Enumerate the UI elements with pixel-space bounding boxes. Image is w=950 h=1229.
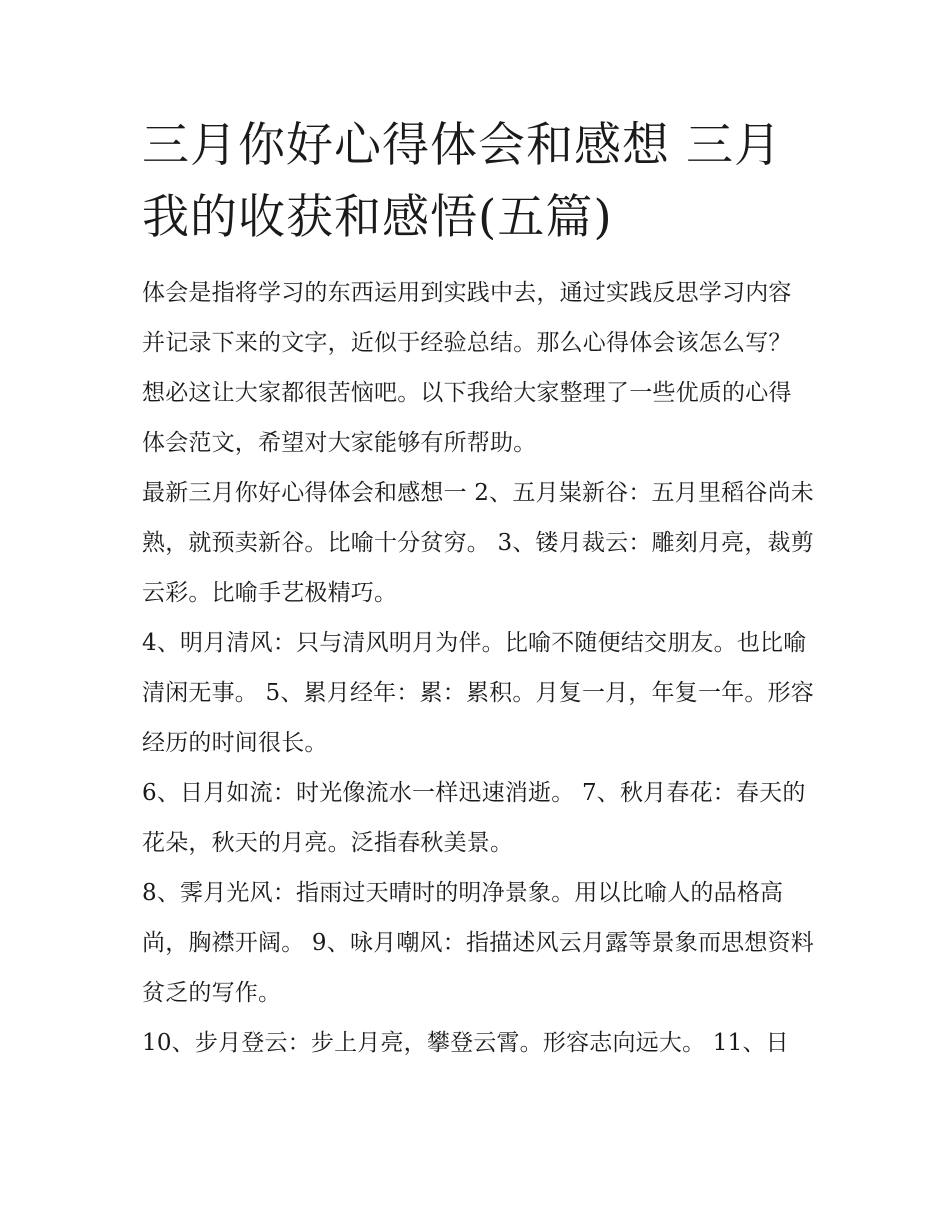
body-paragraph: 8、霁月光风：指雨过天晴时的明净景象。用以比喻人的品格高尚，胸襟开阔。 9、咏月嘲风：指描述风云月露等景象而思想资料贫乏的写作。 — [142, 880, 814, 1006]
document-title: 三月你好心得体会和感想 三月我的收获和感悟(五篇) — [142, 118, 782, 245]
body-paragraph: 10、步月登云：步上月亮，攀登云霄。形容志向远大。 11、日 — [142, 1030, 789, 1056]
body-paragraph: 最新三月你好心得体会和感想一 2、五月粜新谷：五月里稻谷尚未熟，就预卖新谷。比喻十分贫穷。 3、镂月裁云：雕刻月亮，裁剪云彩。比喻手艺极精巧。 — [142, 480, 814, 606]
document-page — [142, 110, 814, 1068]
intro-paragraph: 体会是指将学习的东西运用到实践中去，通过实践反思学习内容并记录下来的文字，近似于经验总结。那么心得体会该怎么写？想必这让大家都很苦恼吧。以下我给大家整理了一些优质的心得体会范文，希望对大家能够有所帮助。 — [142, 280, 792, 456]
body-paragraph: 6、日月如流：时光像流水一样迅速消逝。 7、秋月春花：春天的花朵，秋天的月亮。泛指春秋美景。 — [142, 780, 806, 856]
body-paragraph: 4、明月清风：只与清风明月为伴。比喻不随便结交朋友。也比喻清闲无事。 5、累月经年：累：累积。月复一月，年复一年。形容经历的时间很长。 — [142, 630, 814, 756]
